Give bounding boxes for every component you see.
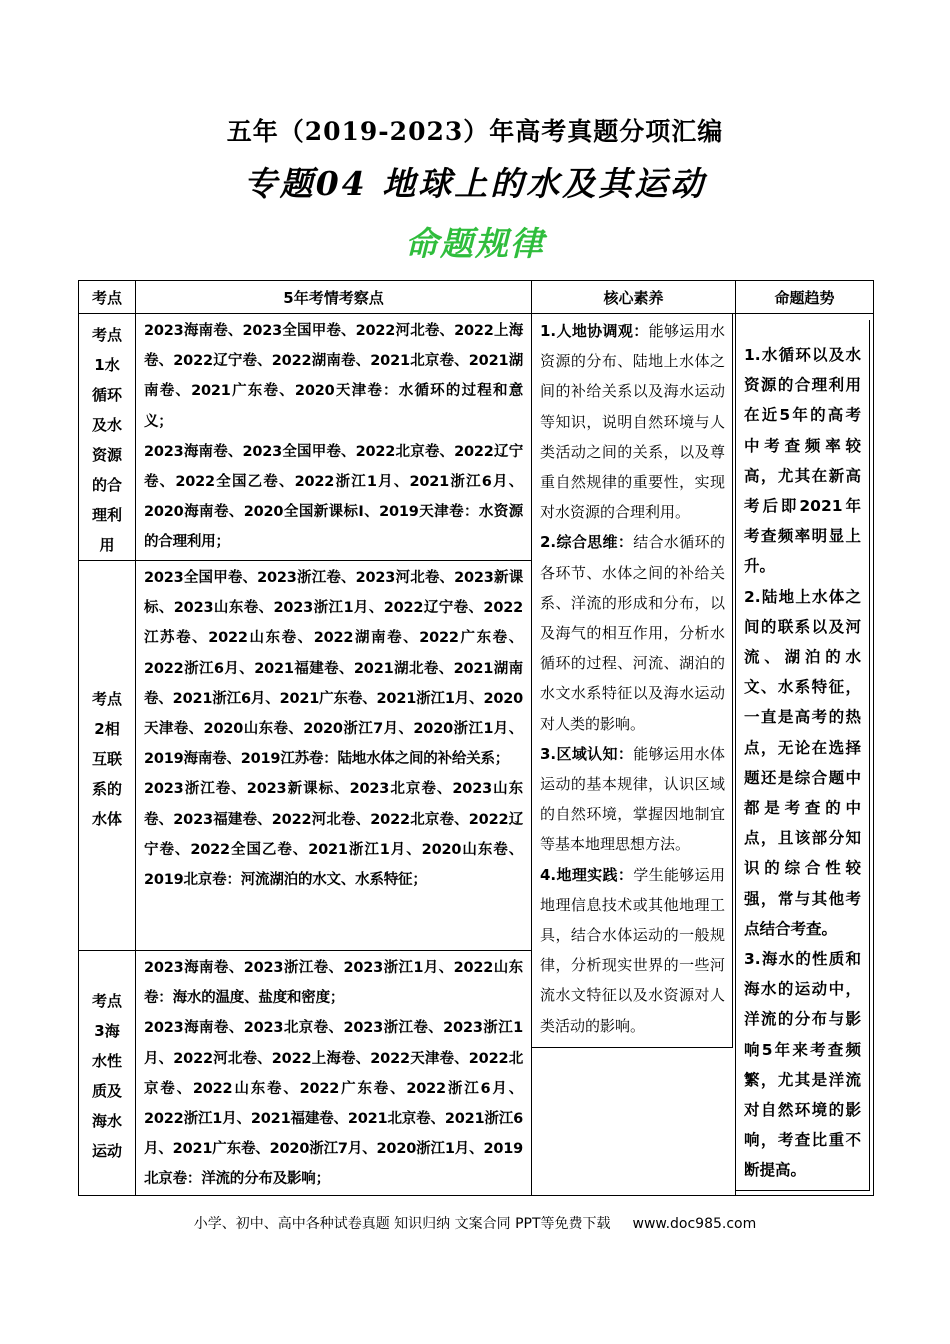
detail-paragraph: 2023全国甲卷、2023浙江卷、2023河北卷、2023新课标、2023山东卷、2023浙江1月、2022辽宁卷、2022江苏卷、2022山东卷、2022湖南卷、2022广东卷、2022浙江6月、2021福建卷、2021湖北卷、2021湖南卷、2021浙江6月、2021广东卷、2021浙江1月、2020天津卷、2020山东卷、2020浙江7月、2020浙江1月、2019海南卷、2019江苏卷：陆地水体之间的补给关系；	[144, 570, 523, 768]
exam-analysis-table	[78, 280, 874, 1196]
details-cell	[136, 951, 532, 1196]
core-item-text: 能够运用水体运动的基本规律，认识区域的自然环境，掌握因地制宜等基本地理思想方法。	[540, 744, 725, 854]
header-details: 5年考情考察点	[136, 281, 532, 314]
detail-paragraph: 2023海南卷、2023全国甲卷、2022北京卷、2022辽宁卷、2022全国乙卷、2022浙江1月、2021浙江6月、2020海南卷、2020全国新课标Ⅰ、2019天津卷：水资源的合理利用；	[144, 443, 523, 551]
detail-paragraph: 2023海南卷、2023全国甲卷、2022河北卷、2022上海卷、2022辽宁卷、2022湖南卷、2021北京卷、2021湖南卷、2021广东卷、2020天津卷：水循环的过程和意义；	[144, 323, 523, 430]
core-item-heading: 3.区域认知：	[540, 744, 634, 763]
header-core: 核心素养	[532, 281, 736, 314]
core-item	[540, 527, 725, 738]
details-cell	[136, 314, 532, 561]
document-subtitle: 五年（2019-2023）年高考真题分项汇编	[226, 117, 724, 146]
core-literacy-cell	[532, 314, 736, 1196]
trend-item: 1.水循环以及水资源的合理利用在近5年的高考中考查频率较高，尤其在新高考后即2021年考查频率明显上升。	[744, 346, 861, 576]
detail-paragraph: 2023海南卷、2023浙江卷、2023浙江1月、2022山东卷：海水的温度、盐度和密度；	[144, 960, 523, 1007]
details-cell	[136, 561, 532, 951]
core-item	[540, 316, 725, 527]
detail-paragraph: 2023海南卷、2023北京卷、2023浙江卷、2023浙江1月、2022河北卷、2022上海卷、2022天津卷、2022北京卷、2022山东卷、2022广东卷、2022浙江6月、2022浙江1月、2021福建卷、2021北京卷、2021浙江6月、2021广东卷、2020浙江7月、2020浙江1月、2019北京卷：洋流的分布及影响；	[144, 1020, 523, 1188]
core-item	[540, 739, 725, 860]
core-item-heading: 1.人地协调观：	[540, 322, 649, 340]
core-item-text: 学生能够运用地理信息技术或其他地理工具，结合水体运动的一般规律，分析现实世界的一些河流水文特征以及水资源对人类活动的影响。	[540, 865, 725, 1035]
core-literacy-box	[532, 314, 733, 1048]
core-item	[540, 860, 725, 1041]
page-footer	[0, 1213, 950, 1233]
trend-cell	[736, 314, 874, 1196]
footer-text: 小学、初中、高中各种试卷真题 知识归纳 文案合同 PPT等免费下载	[193, 1216, 611, 1232]
trend-item: 3.海水的性质和海水的运动中，洋流的分布与影响5年来考查频繁，尤其是洋流对自然环境的影响，考查比重不断提高。	[744, 950, 861, 1180]
core-item-heading: 2.综合思维：	[540, 533, 634, 552]
kaodian-cell: 考点3海水性质及海水运动	[79, 951, 136, 1196]
section-heading: 命题规律	[405, 224, 545, 263]
table-row	[79, 314, 874, 561]
table-header-row	[79, 281, 874, 314]
header-kaodian: 考点	[79, 281, 136, 314]
kaodian-cell: 考点1水循环及水资源的合理利用	[79, 314, 136, 561]
core-item-text: 结合水循环的各环节、水体之间的补给关系、洋流的形成和分布，以及海气的相互作用，分析水循环的过程、河流、湖泊的水文水系特征以及海水运动对人类的影响。	[540, 533, 725, 733]
core-item-heading: 4.地理实践：	[540, 865, 634, 884]
detail-paragraph: 2023浙江卷、2023新课标、2023北京卷、2023山东卷、2023福建卷、2022河北卷、2022北京卷、2022辽宁卷、2022全国乙卷、2021浙江1月、2020山东卷、2019北京卷：河流湖泊的水文、水系特征；	[144, 781, 523, 889]
footer-url[interactable]: www.doc985.com	[632, 1216, 757, 1232]
trend-item: 2.陆地上水体之间的联系以及河流、湖泊的水文、水系特征，一直是高考的热点，无论在选择题还是综合题中都是考查的中点，且该部分知识的综合性较强，常与其他考点结合考查。	[744, 587, 861, 938]
header-trend: 命题趋势	[736, 281, 874, 314]
trend-box	[736, 320, 870, 1191]
core-item-text: 能够运用水资源的分布、陆地上水体之间的补给关系以及海水运动等知识，说明自然环境与人类活动之间的关系，以及尊重自然规律的重要性，实现对水资源的合理利用。	[540, 322, 725, 522]
kaodian-cell: 考点2相互联系的水体	[79, 561, 136, 951]
document-title: 专题04 地球上的水及其运动	[243, 164, 707, 203]
